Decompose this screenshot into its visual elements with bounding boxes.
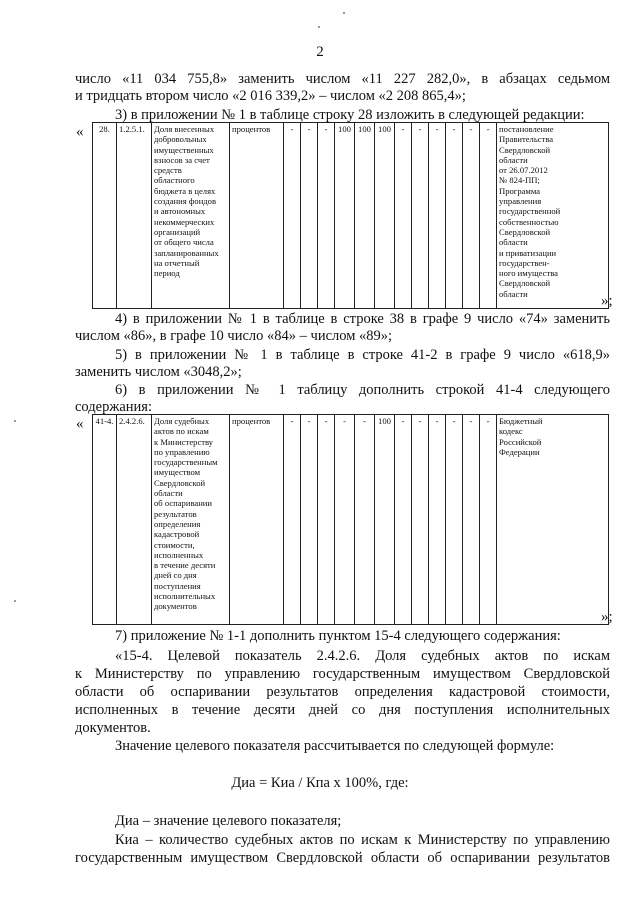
paragraph-item-3: 3) в приложении № 1 в таблице строку 28 изложить в следующей редакции:	[115, 107, 585, 123]
value-cell: -	[412, 415, 429, 625]
value-cell: -	[335, 415, 355, 625]
paragraph-line: государственным имуществом Свердловской области об оспаривании результатов	[75, 850, 610, 866]
value-cell: 100	[335, 123, 355, 309]
source-document: Бюджетный кодекс Российской Федерации	[497, 415, 609, 625]
paragraph-line: исполненных в течение десяти дней со дня поступления исполнительных	[75, 702, 610, 718]
value-cell: -	[301, 123, 318, 309]
unit: процентов	[230, 415, 284, 625]
value-cell: -	[429, 415, 446, 625]
value-cell: 100	[375, 415, 395, 625]
value-cell: -	[429, 123, 446, 309]
paragraph-item-7: 7) приложение № 1-1 дополнить пунктом 15-4 следующего содержания:	[115, 628, 561, 644]
paragraph-line: Диа – значение целевого показателя;	[115, 813, 342, 829]
paragraph-item-6: 6) в приложении № 1 таблицу дополнить строкой 41-4 следующего	[115, 382, 610, 398]
value-cell: -	[446, 415, 463, 625]
value-cell: -	[480, 123, 497, 309]
quote-open: «	[76, 416, 84, 432]
paragraph-item-4: 4) в приложении № 1 в таблице в строке 38 в графе 9 число «74» заменить	[115, 311, 610, 327]
row-number: 41-4.	[93, 415, 117, 625]
indicator-name: Доля судебных актов по искам к Министерству по управлению государственным имуществом Свердловской области об оспаривании результатов определения кадастровой стоимости, исполненных в течение десяти дней со дня поступления исполнительных документов	[152, 415, 230, 625]
table-row-41-4	[92, 414, 609, 625]
value-cell: 100	[355, 123, 375, 309]
indicator-name: Доля внесенных добровольных имущественных взносов за счет средств областного бюджета в целях создания фондов и автономных некоммерческих организаций от общего числа запланированных на отчетный период	[152, 123, 230, 309]
paragraph-line: области об оспаривании результатов определения кадастровой стоимости,	[75, 684, 610, 700]
row-number: 28.	[93, 123, 117, 309]
source-document: постановление Правительства Свердловской области от 26.07.2012 № 824-ПП; Программа управления государственной собственностью Свердловской области и приватизации государствен- ного имущества Свердловской области	[497, 123, 609, 309]
value-cell: -	[395, 415, 412, 625]
value-cell: -	[395, 123, 412, 309]
value-cell: -	[463, 123, 480, 309]
value-cell: -	[318, 123, 335, 309]
indicator-code: 2.4.2.6.	[117, 415, 152, 625]
value-cell: -	[284, 123, 301, 309]
quote-close: »;	[601, 609, 613, 625]
value-cell: -	[284, 415, 301, 625]
paragraph-line: «15-4. Целевой показатель 2.4.2.6. Доля судебных актов по искам	[115, 648, 610, 664]
formula: Диа = Киа / Кпа х 100%, где:	[231, 775, 409, 791]
paragraph-line: содержания:	[75, 399, 153, 415]
table-row-28	[92, 122, 609, 309]
value-cell: -	[480, 415, 497, 625]
value-cell: 100	[375, 123, 395, 309]
value-cell: -	[355, 415, 375, 625]
paragraph-item-5: 5) в приложении № 1 в таблице в строке 41-2 в графе 9 число «618,9»	[115, 347, 610, 363]
value-cell: -	[412, 123, 429, 309]
paragraph-line: к Министерству по управлению государственным имуществом Свердловской	[75, 666, 610, 682]
value-cell: -	[463, 415, 480, 625]
paragraph-line: числом «86», в графе 10 число «84» – числом «89»;	[75, 328, 393, 344]
quote-close: »;	[601, 293, 613, 309]
unit: процентов	[230, 123, 284, 309]
paragraph-line: заменить числом «3048,2»;	[75, 364, 242, 380]
quote-open: «	[76, 124, 84, 140]
indicator-code: 1.2.5.1.	[117, 123, 152, 309]
paragraph-line: число «11 034 755,8» заменить числом «11 227 282,0», в абзацах седьмом	[75, 71, 610, 87]
paragraph-line: и тридцать втором число «2 016 339,2» – числом «2 208 865,4»;	[75, 88, 466, 104]
value-cell: -	[301, 415, 318, 625]
paragraph-line: документов.	[75, 720, 151, 736]
paragraph-line: Значение целевого показателя рассчитывается по следующей формуле:	[115, 738, 555, 754]
page-number: 2	[316, 44, 324, 60]
value-cell: -	[318, 415, 335, 625]
value-cell: -	[446, 123, 463, 309]
paragraph-line: Киа – количество судебных актов по искам к Министерству по управлению	[115, 832, 610, 848]
